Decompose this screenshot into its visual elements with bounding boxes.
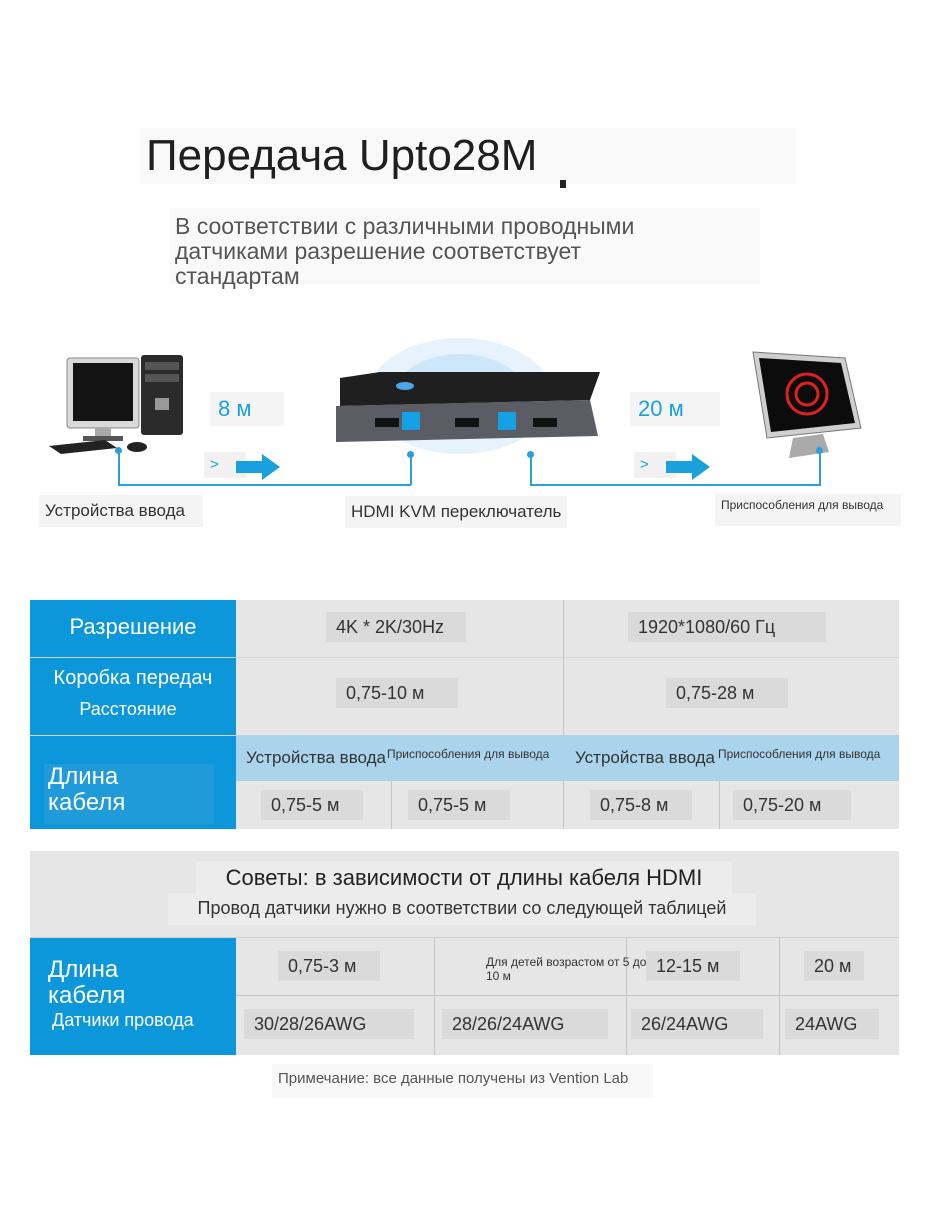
- decorative-dot: [560, 180, 566, 188]
- column-divider: [434, 937, 435, 1055]
- distance-left: 8 м: [210, 392, 284, 426]
- distance-right: 20 м: [630, 392, 720, 426]
- page-title: Передача Upto28M: [140, 128, 796, 184]
- arrow-right-icon: [666, 452, 712, 482]
- subheader-input-1: Устройства ввода: [246, 748, 386, 767]
- awg-2: 28/26/24AWG: [442, 1009, 608, 1039]
- column-divider: [391, 781, 392, 829]
- resolution-label: Разрешение: [69, 614, 197, 639]
- row-divider: [236, 995, 899, 996]
- subtitle: [170, 208, 760, 289]
- monitor-icon: [745, 348, 870, 463]
- connector-line: [410, 454, 412, 485]
- arrow-right-label: >: [634, 452, 676, 478]
- column-divider: [719, 781, 720, 829]
- caption-input: Устройства ввода: [39, 495, 203, 527]
- length-4: 20 м: [804, 951, 864, 981]
- column-divider: [563, 600, 564, 829]
- subheader-output-1: Приспособления для вывода: [387, 747, 550, 761]
- awg-3: 26/24AWG: [631, 1009, 763, 1039]
- caption-output: Приспособления для вывода: [715, 494, 901, 526]
- connector-line: [118, 450, 120, 485]
- row-divider: [30, 937, 899, 938]
- subtitle-line-3: стандартам: [175, 263, 300, 289]
- cable-label-box: [44, 764, 214, 824]
- tips-block: [30, 851, 899, 937]
- connector-dot: [816, 447, 823, 454]
- awg-4: 24AWG: [785, 1009, 879, 1039]
- pc-icon: [45, 350, 195, 455]
- connector-dot: [407, 451, 414, 458]
- awg-table: [30, 937, 899, 1055]
- connector-line: [530, 484, 820, 486]
- connector-dot: [115, 447, 122, 454]
- resolution-table: [30, 600, 899, 829]
- wire-label: Датчики провода: [52, 1010, 194, 1030]
- cable-label-box: [44, 957, 214, 1009]
- cable-label-2: кабеля: [48, 982, 126, 1009]
- resolution-4k: 4K * 2K/30Hz: [326, 612, 466, 642]
- distance-label-1: Коробка передач: [53, 667, 213, 689]
- tips-line-1: Советы: в зависимости от длины кабеля HDMI: [196, 861, 732, 895]
- length-1: 0,75-3 м: [278, 951, 380, 981]
- subtitle-line-2: датчиками разрешение соответствует: [175, 238, 582, 264]
- subtitle-line-1: В соответствии с различными проводными: [175, 213, 635, 239]
- arrow-right-icon: [236, 452, 282, 482]
- cable-value-4: 0,75-20 м: [733, 790, 851, 820]
- subheader-output-2: Приспособления для вывода: [718, 747, 881, 761]
- subheader-input-2: Устройства ввода: [575, 748, 715, 767]
- awg-1: 30/28/26AWG: [244, 1009, 414, 1039]
- column-divider: [779, 937, 780, 1055]
- resolution-1080: 1920*1080/60 Гц: [628, 612, 826, 642]
- row-divider: [30, 657, 899, 658]
- tips-line-2: Провод датчики нужно в соответствии со следующей таблицей: [168, 893, 756, 925]
- cable-value-3: 0,75-8 м: [590, 790, 692, 820]
- cable-value-1: 0,75-5 м: [261, 790, 363, 820]
- arrow-left-label: >: [204, 452, 246, 478]
- length-3: 12-15 м: [646, 951, 740, 981]
- distance-4k: 0,75-10 м: [336, 678, 458, 708]
- connector-line: [118, 484, 411, 486]
- connector-dot: [527, 451, 534, 458]
- kvm-switch-icon: [320, 338, 620, 473]
- length-2: Для детей возрастом от 5 до 10 м: [486, 955, 647, 983]
- cable-label-2: кабеля: [48, 789, 126, 816]
- distance-label-2: Расстояние: [79, 699, 177, 719]
- connector-line: [530, 454, 532, 485]
- cable-value-2: 0,75-5 м: [408, 790, 510, 820]
- connection-diagram: [0, 330, 929, 540]
- footer-note: Примечание: все данные получены из Vention Lab: [272, 1064, 653, 1098]
- cable-label-1: Длина: [48, 763, 119, 790]
- distance-1080: 0,75-28 м: [666, 678, 788, 708]
- caption-switch: HDMI KVM переключатель: [345, 496, 567, 528]
- cable-label-1: Длина: [48, 956, 119, 983]
